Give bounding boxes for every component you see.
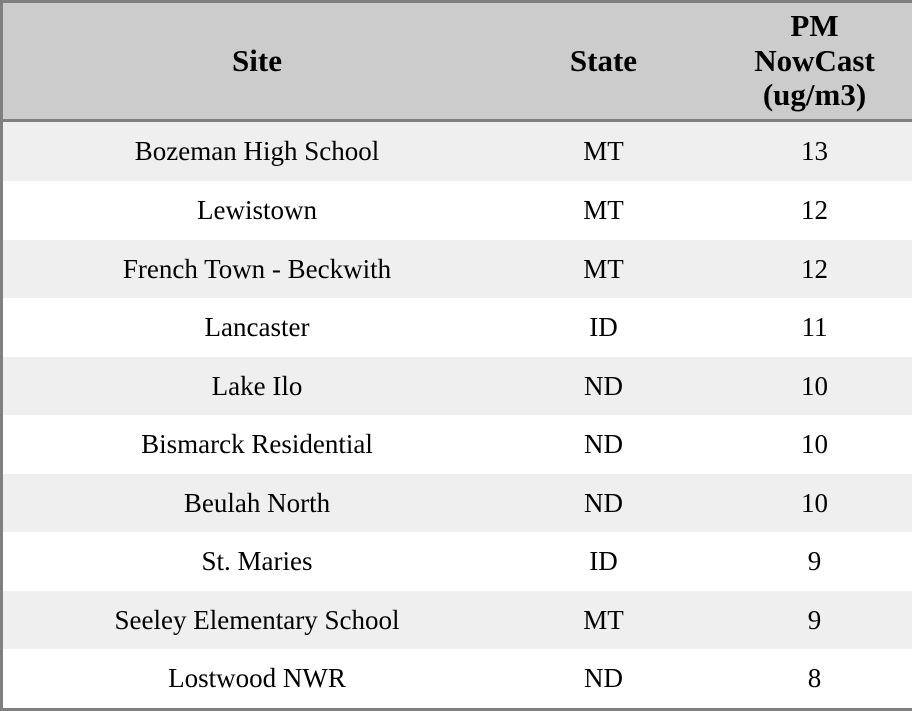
cell-pm: 13 — [696, 121, 912, 182]
column-header-pm-line3: (ug/m3) — [762, 77, 867, 113]
cell-pm: 10 — [696, 357, 912, 416]
table-row — [3, 591, 912, 650]
cell-pm: 12 — [696, 240, 912, 299]
cell-state: MT — [511, 240, 696, 299]
column-header-state: State — [511, 3, 696, 121]
cell-state: MT — [511, 181, 696, 240]
cell-pm: 9 — [696, 532, 912, 591]
cell-site: Beulah North — [3, 474, 511, 533]
cell-pm: 11 — [696, 298, 912, 357]
cell-state: ID — [511, 298, 696, 357]
cell-pm: 10 — [696, 474, 912, 533]
cell-state: MT — [511, 121, 696, 182]
column-header-pm-nowcast — [696, 3, 912, 121]
cell-site: St. Maries — [3, 532, 511, 591]
air-quality-table — [3, 3, 912, 708]
column-header-site: Site — [3, 3, 511, 121]
column-header-pm-line2: NowCast — [754, 42, 875, 78]
cell-site: Bozeman High School — [3, 121, 511, 182]
cell-site: Lostwood NWR — [3, 649, 511, 708]
table-row — [3, 298, 912, 357]
cell-site: Lake Ilo — [3, 357, 511, 416]
table-row — [3, 415, 912, 474]
table-body — [3, 121, 912, 708]
table-header — [3, 3, 912, 121]
table-row — [3, 240, 912, 299]
cell-pm: 8 — [696, 649, 912, 708]
cell-state: MT — [511, 591, 696, 650]
cell-pm: 10 — [696, 415, 912, 474]
cell-state: ND — [511, 357, 696, 416]
table-row — [3, 181, 912, 240]
cell-state: ND — [511, 474, 696, 533]
cell-site: Bismarck Residential — [3, 415, 511, 474]
cell-site: Seeley Elementary School — [3, 591, 511, 650]
cell-state: ND — [511, 415, 696, 474]
column-header-pm-line1: PM — [790, 8, 839, 43]
table-header-row — [3, 3, 912, 121]
cell-pm: 9 — [696, 591, 912, 650]
table-row — [3, 357, 912, 416]
table-row — [3, 121, 912, 182]
table-row — [3, 474, 912, 533]
cell-pm: 12 — [696, 181, 912, 240]
table-row — [3, 649, 912, 708]
cell-site: Lewistown — [3, 181, 511, 240]
cell-site: French Town - Beckwith — [3, 240, 511, 299]
cell-state: ID — [511, 532, 696, 591]
cell-state: ND — [511, 649, 696, 708]
table-row — [3, 532, 912, 591]
cell-site: Lancaster — [3, 298, 511, 357]
